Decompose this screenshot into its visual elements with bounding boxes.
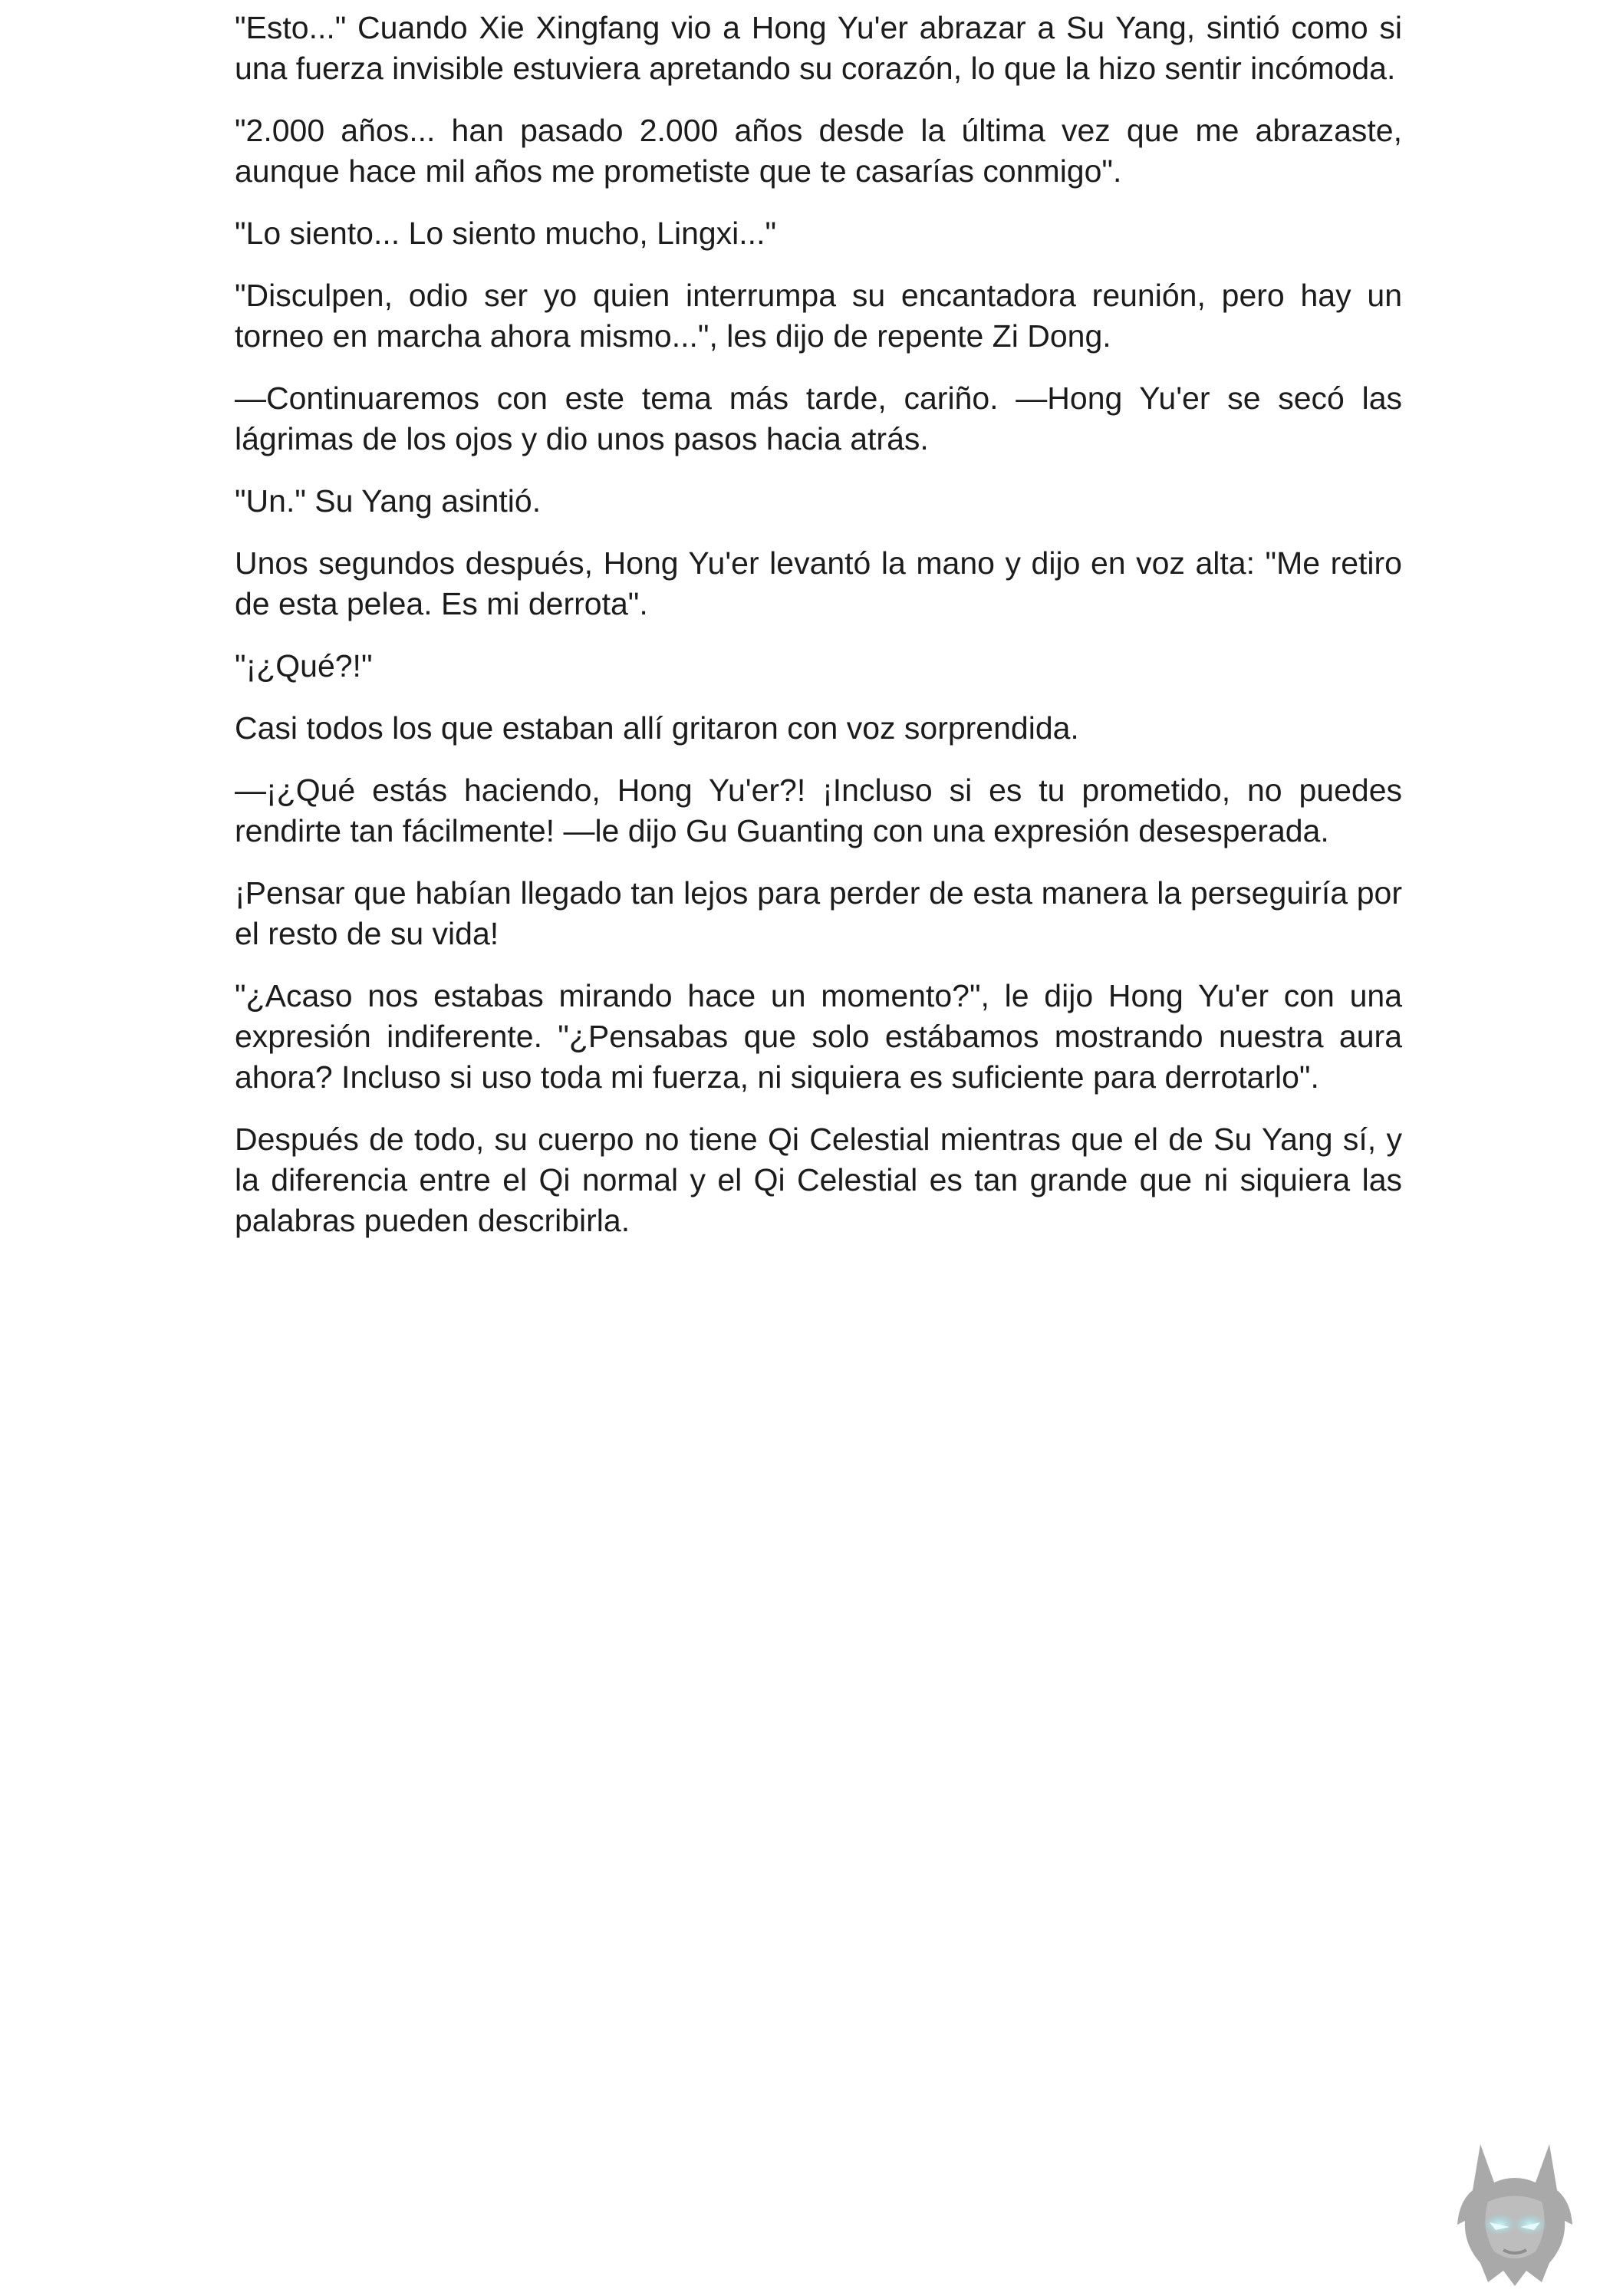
document-page bbox=[235, 8, 1402, 1263]
paragraph: Después de todo, su cuerpo no tiene Qi Celestial mientras que el de Su Yang sí, y la diferencia entre el Qi normal y el Qi Celestial es tan grande que ni siquiera las palabras pueden describirla. bbox=[235, 1122, 1402, 1238]
paragraph: "Disculpen, odio ser yo quien interrumpa su encantadora reunión, pero hay un torneo en marcha ahora mismo...", les dijo de repente Zi Dong. bbox=[235, 278, 1402, 354]
paragraph: ¡Pensar que habían llegado tan lejos para perder de esta manera la perseguiría por el resto de su vida! bbox=[235, 875, 1402, 951]
paragraph: "¿Acaso nos estabas mirando hace un momento?", le dijo Hong Yu'er con una expresión indiferente. "¿Pensabas que solo estábamos mostrando nuestra aura ahora? Incluso si uso toda mi fuerza, ni siquiera es suficiente para derrotarlo". bbox=[235, 978, 1402, 1095]
paragraph: —¡¿Qué estás haciendo, Hong Yu'er?! ¡Incluso si es tu prometido, no puedes rendirte tan fácilmente! —le dijo Gu Guanting con una expresión desesperada. bbox=[235, 772, 1402, 848]
paragraph: Casi todos los que estaban allí gritaron con voz sorprendida. bbox=[235, 710, 1079, 746]
watermark-logo bbox=[1434, 2129, 1595, 2290]
paragraph: "¡¿Qué?!" bbox=[235, 648, 373, 684]
paragraph: Unos segundos después, Hong Yu'er levantó la mano y dijo en voz alta: "Me retiro de esta pelea. Es mi derrota". bbox=[235, 545, 1402, 621]
paragraph: "2.000 años... han pasado 2.000 años desde la última vez que me abrazaste, aunque hace mil años me prometiste que te casarías conmigo". bbox=[235, 113, 1402, 189]
paragraph: —Continuaremos con este tema más tarde, cariño. —Hong Yu'er se secó las lágrimas de los ojos y dio unos pasos hacia atrás. bbox=[235, 380, 1402, 456]
paragraph: "Esto..." Cuando Xie Xingfang vio a Hong Yu'er abrazar a Su Yang, sintió como si una fuerza invisible estuviera apretando su corazón, lo que la hizo sentir incómoda. bbox=[235, 10, 1402, 86]
paragraph: "Un." Su Yang asintió. bbox=[235, 483, 542, 519]
demon-head-icon bbox=[1434, 2129, 1595, 2290]
paragraph: "Lo siento... Lo siento mucho, Lingxi..." bbox=[235, 216, 777, 251]
